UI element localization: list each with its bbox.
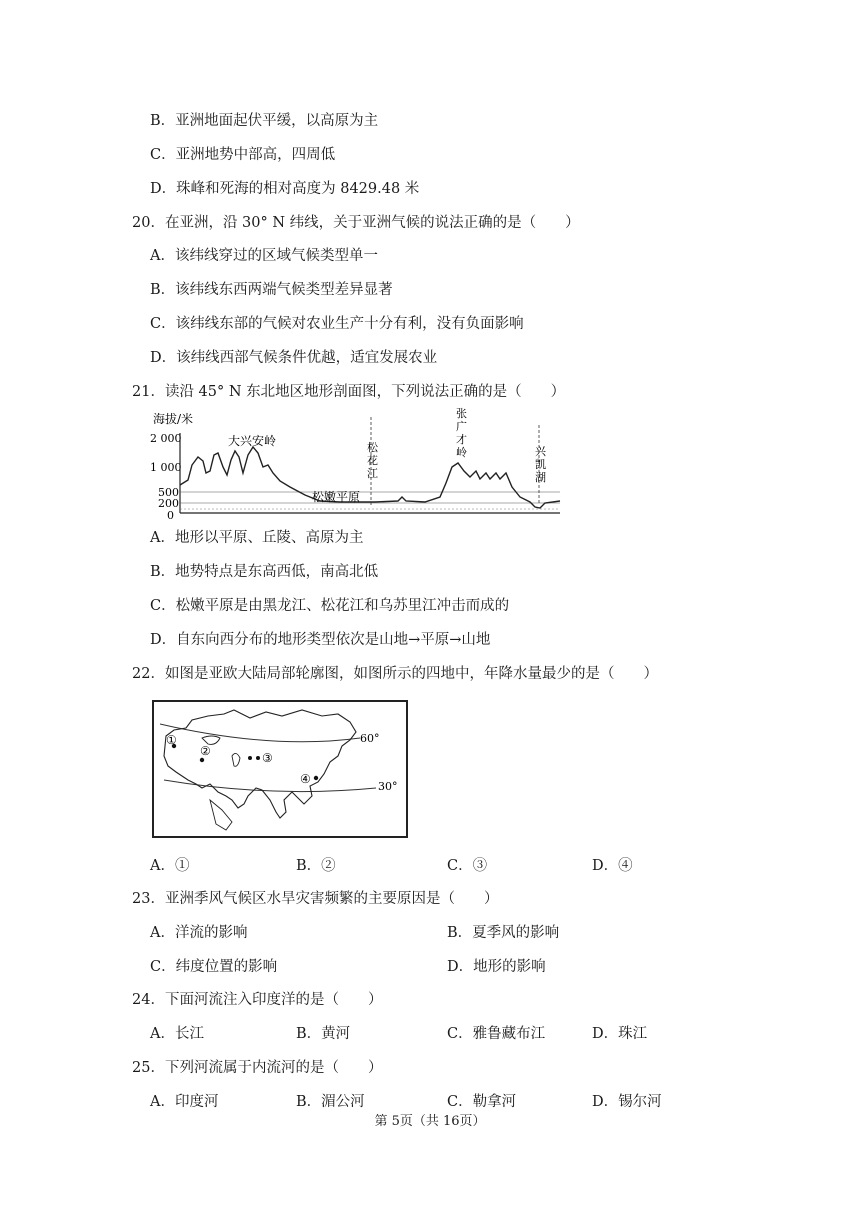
- q24-stem: 24．下面河流注入印度洋的是（ ）: [132, 992, 383, 1008]
- q20-option-a: A．该纬线穿过的区域气候类型单一: [150, 248, 378, 264]
- label-zhangguangcai-3: 才: [456, 433, 467, 446]
- q22-option-d: D．④: [592, 858, 633, 874]
- q25-stem: 25．下列河流属于内流河的是（ ）: [132, 1060, 383, 1076]
- q25-option-d: D．锡尔河: [592, 1094, 662, 1110]
- q23-option-a: A．洋流的影响: [150, 925, 248, 941]
- q25-option-a: A．印度河: [150, 1094, 219, 1110]
- map-point-1: ①: [166, 733, 177, 747]
- map-point-4: ④: [300, 772, 311, 786]
- q20-option-b: B．该纬线东西两端气候类型差异显著: [150, 282, 393, 298]
- eurasia-outline-map: [152, 700, 408, 838]
- q20-option-d: D．该纬线西部气候条件优越，适宜发展农业: [150, 350, 438, 366]
- q21-stem: 21．读沿 45° N 东北地区地形剖面图，下列说法正确的是（ ）: [132, 384, 566, 400]
- tick-2000: 2 000: [150, 432, 182, 445]
- map-point-2: ②: [200, 744, 211, 758]
- label-xingkai-3: 湖: [535, 471, 546, 484]
- q21-option-b: B．地势特点是东高西低，南高北低: [150, 564, 379, 580]
- map-point-3: ③: [262, 751, 273, 765]
- label-daxinganling: 大兴安岭: [228, 434, 277, 448]
- lat-60-label: 60°: [360, 732, 380, 745]
- q19-option-d: D．珠峰和死海的相对高度为 8429.48 米: [150, 181, 420, 197]
- q24-option-c: C．雅鲁藏布江: [447, 1026, 546, 1042]
- q22-option-a: A．①: [150, 858, 190, 874]
- q21-option-a: A．地形以平原、丘陵、高原为主: [150, 530, 364, 546]
- label-zhangguangcai-2: 广: [456, 420, 467, 433]
- q21-option-c: C．松嫩平原是由黑龙江、松花江和乌苏里江冲击而成的: [150, 598, 510, 614]
- q25-option-b: B．湄公河: [296, 1094, 365, 1110]
- label-songhua-1: 松: [367, 441, 378, 454]
- q20-stem: 20．在亚洲，沿 30° N 纬线，关于亚洲气候的说法正确的是（ ）: [132, 215, 580, 231]
- q23-option-b: B．夏季风的影响: [447, 925, 560, 941]
- terrain-profile-figure: [140, 405, 565, 520]
- q24-option-b: B．黄河: [296, 1026, 351, 1042]
- label-zhangguangcai-4: 岭: [456, 446, 467, 459]
- q22-stem: 22．如图是亚欧大陆局部轮廓图，如图所示的四地中，年降水量最少的是（ ）: [132, 666, 658, 682]
- q22-option-b: B．②: [296, 858, 336, 874]
- label-xingkai-1: 兴: [535, 445, 546, 458]
- profile-ylabel: 海拔/米: [153, 412, 194, 426]
- tick-0: 0: [167, 509, 174, 520]
- q24-option-a: A．长江: [150, 1026, 204, 1042]
- q24-option-d: D．珠江: [592, 1026, 648, 1042]
- label-xingkai-2: 凯: [535, 458, 546, 471]
- q23-option-c: C．纬度位置的影响: [150, 959, 278, 975]
- q21-option-d: D．自东向西分布的地形类型依次是山地→平原→山地: [150, 632, 491, 648]
- page-footer: 第 5页（共 16页）: [374, 1114, 486, 1129]
- q19-option-b: B．亚洲地面起伏平缓，以高原为主: [150, 113, 379, 129]
- q22-option-c: C．③: [447, 858, 488, 874]
- q19-option-c: C．亚洲地势中部高，四周低: [150, 147, 336, 163]
- tick-1000: 1 000: [150, 461, 182, 474]
- label-songhua-3: 江: [367, 467, 378, 480]
- label-songhua-2: 花: [367, 454, 378, 467]
- q25-option-c: C．勒拿河: [447, 1094, 517, 1110]
- q20-option-c: C．该纬线东部的气候对农业生产十分有利，没有负面影响: [150, 316, 524, 332]
- label-songnen-plain: 松嫩平原: [312, 490, 361, 504]
- label-zhangguangcai-1: 张: [456, 407, 467, 420]
- lat-30-label: 30°: [378, 780, 398, 793]
- tick-200: 200: [158, 497, 179, 510]
- tick-500: 500: [158, 486, 179, 499]
- q23-option-d: D．地形的影响: [447, 959, 546, 975]
- q23-stem: 23．亚洲季风气候区水旱灾害频繁的主要原因是（ ）: [132, 891, 499, 907]
